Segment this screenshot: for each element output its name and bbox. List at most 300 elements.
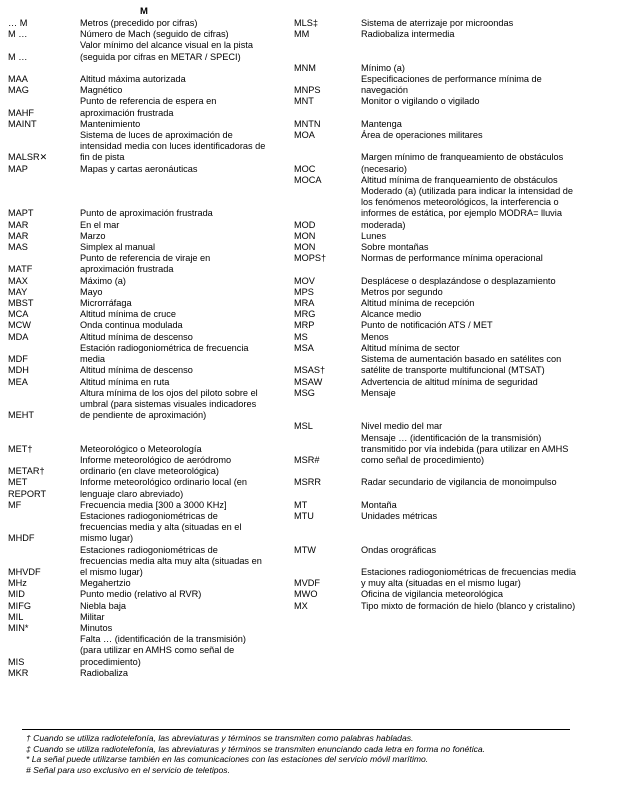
- definition-line: media: [80, 354, 106, 365]
- definition-line: Altitud mínima de descenso: [80, 365, 193, 376]
- abbreviation: MTU: [294, 510, 314, 521]
- abbreviation: MAA: [8, 74, 28, 85]
- abbreviation: MNM: [294, 62, 316, 73]
- definition: [361, 332, 389, 343]
- abbreviation: MTW: [294, 544, 316, 555]
- footnotes: [26, 733, 616, 775]
- definition-line: Estaciones radiogoniométricas de: [80, 544, 218, 555]
- definition: [361, 18, 513, 29]
- definition-line: [361, 522, 364, 533]
- definition: [80, 578, 131, 589]
- definition: [80, 242, 155, 253]
- abbreviation: [8, 175, 80, 186]
- definition-line: mismo lugar): [80, 533, 134, 544]
- definition-line: [361, 141, 364, 152]
- definition-line: Valor mínimo del alcance visual en la pista: [80, 40, 253, 51]
- definition-line: Informe meteorológico ordinario local (en: [80, 477, 247, 488]
- definition-line: En el mar: [80, 219, 120, 230]
- abbreviation: MOV: [294, 275, 315, 286]
- abbreviation: MNPS: [294, 85, 321, 96]
- definition-line: Menos: [361, 331, 389, 342]
- abbreviation: MDH: [8, 365, 29, 376]
- abbreviation: [8, 197, 80, 208]
- abbreviation: [8, 433, 80, 444]
- definition: [80, 320, 183, 331]
- abbreviation: MIN*: [8, 622, 29, 633]
- abbreviation: MM: [294, 29, 310, 40]
- definition-line: [80, 186, 83, 197]
- abbreviation-row: [294, 500, 624, 511]
- abbreviation: MRP: [294, 320, 315, 331]
- definition: [80, 231, 106, 242]
- abbreviation: MAX: [8, 275, 28, 286]
- definition: [361, 545, 436, 556]
- definition-line: Margen mínimo de franqueamiento de obstáculos: [361, 152, 564, 163]
- abbreviation: METAR†: [8, 466, 45, 477]
- definition-line: Radar secundario de vigilancia de monoimpulso: [361, 477, 557, 488]
- definition-line: procedimiento): [80, 656, 141, 667]
- definition: [361, 377, 538, 388]
- abbreviation-row: [8, 220, 293, 231]
- abbreviation: MAR: [8, 230, 29, 241]
- definition: [80, 18, 197, 29]
- abbreviation-row: [294, 231, 624, 242]
- definition-line: Estaciones radiogoniométricas de frecuencias media: [361, 566, 577, 577]
- definition-line: Altitud mínima de recepción: [361, 298, 475, 309]
- definition-line: Altitud mínima de sector: [361, 342, 460, 353]
- abbreviation: MOA: [294, 130, 315, 141]
- definition: [361, 231, 386, 242]
- abbreviation-row: [294, 264, 624, 275]
- abbreviation-row: [8, 511, 293, 545]
- abbreviation-row: [8, 589, 293, 600]
- abbreviation-row: [8, 500, 293, 511]
- definition: [80, 489, 183, 500]
- abbreviation: MON: [294, 230, 316, 241]
- definition: [361, 309, 421, 320]
- abbreviation-row: [8, 668, 293, 679]
- abbreviation: [8, 421, 80, 432]
- definition: [361, 522, 364, 533]
- abbreviation-row: [8, 309, 293, 320]
- abbreviation-row: [8, 96, 293, 118]
- abbreviation-row: [8, 578, 293, 589]
- abbreviation-row: [8, 119, 293, 130]
- definition: [361, 186, 573, 231]
- definition-line: Megahertzio: [80, 578, 131, 589]
- abbreviation-row: [294, 522, 624, 533]
- abbreviation: MBST: [8, 298, 34, 309]
- definition-line: Falta … (identificación de la transmisión): [80, 634, 246, 645]
- definition-line: [361, 489, 364, 500]
- definition: [361, 175, 558, 186]
- definition-line: ordinario (en clave meteorológica): [80, 466, 219, 477]
- abbreviation-row: [8, 388, 293, 422]
- abbreviation-row: [8, 186, 293, 197]
- abbreviation-row: [294, 533, 624, 544]
- definition: [80, 668, 128, 679]
- abbreviation: MSG: [294, 387, 315, 398]
- definition-line: Metros (precedido por cifras): [80, 18, 198, 28]
- abbreviation-row: [8, 63, 293, 74]
- definition-line: aproximación frustrada: [80, 107, 174, 118]
- definition: [80, 477, 247, 488]
- definition-line: Magnético: [80, 85, 123, 96]
- abbreviation: MSAW: [294, 376, 323, 387]
- definition: [361, 264, 364, 275]
- definition: [361, 533, 364, 544]
- abbreviation: MX: [294, 600, 308, 611]
- abbreviation: REPORT: [8, 488, 47, 499]
- definition: [361, 601, 575, 612]
- abbreviation-row: [294, 320, 624, 331]
- definition-line: los fenómenos meteorológicos, la interferencia o: [361, 197, 559, 208]
- definition-line: Punto de aproximación frustrada: [80, 208, 213, 219]
- abbreviation: MAR: [8, 219, 29, 230]
- definition-line: Sobre montañas: [361, 242, 429, 253]
- abbreviation: MDA: [8, 331, 29, 342]
- definition: [80, 220, 119, 231]
- definition: [361, 567, 576, 589]
- definition-line: Punto medio (relativo al RVR): [80, 589, 202, 600]
- abbreviation-row: [294, 433, 624, 467]
- definition-line: Monitor o vigilando o vigilado: [361, 96, 480, 107]
- definition-line: [361, 108, 364, 119]
- definition-line: Ondas orográficas: [361, 544, 437, 555]
- abbreviation: MET: [8, 477, 28, 488]
- definition-line: Mensaje: [361, 387, 396, 398]
- footnote-asterisk: * La señal puede utilizarse también en las comunicaciones con las estaciones del servicio móvil marítimo.: [26, 754, 429, 765]
- abbreviation: MSA: [294, 342, 314, 353]
- definition: [361, 489, 364, 500]
- definition: [361, 141, 364, 152]
- definition-line: Nivel medio del mar: [361, 421, 443, 432]
- definition-line: Mínimo (a): [361, 62, 405, 73]
- definition-line: Metros por segundo: [361, 286, 443, 297]
- definition: [361, 119, 402, 130]
- definition: [361, 287, 443, 298]
- definition-line: [361, 264, 364, 275]
- abbreviation-row: [294, 108, 624, 119]
- definition: [361, 253, 543, 264]
- abbreviation-row: [294, 242, 624, 253]
- definition-line: Meteorológico o Meteorología: [80, 443, 202, 454]
- definition-line: satélite de transporte multifuncional (MTSAT): [361, 365, 545, 376]
- abbreviation: [294, 108, 361, 119]
- abbreviation-row: [294, 276, 624, 287]
- abbreviation: [294, 264, 361, 275]
- definition-line: Alcance medio: [361, 309, 422, 320]
- footnote-dagger: † Cuando se utiliza radiotelefonía, las abreviaturas y términos se transmiten como palabras habladas.: [26, 733, 414, 743]
- definition: [80, 197, 83, 208]
- definition-line: [80, 175, 83, 186]
- definition: [80, 130, 265, 164]
- definition-line: Mantenga: [361, 118, 402, 129]
- abbreviation-row: [294, 40, 624, 51]
- definition-line: Mensaje … (identificación de la transmisión): [361, 432, 542, 443]
- definition: [80, 365, 193, 376]
- abbreviation: MIL: [8, 611, 24, 622]
- definition: [361, 477, 557, 488]
- abbreviation: MVDF: [294, 578, 321, 589]
- abbreviation-row: [294, 253, 624, 264]
- definition-line: [361, 556, 364, 567]
- definition: [361, 410, 442, 432]
- definition-line: [361, 533, 364, 544]
- abbreviation: MLS‡: [294, 18, 319, 28]
- section-heading: M: [140, 6, 148, 17]
- definition-line: Minutos: [80, 622, 113, 633]
- definition: [80, 388, 258, 422]
- definition: [80, 343, 249, 365]
- definition-line: (seguida por cifras en METAR / SPECI): [80, 51, 241, 62]
- definition: [361, 130, 483, 141]
- abbreviation: MCW: [8, 320, 31, 331]
- definition: [80, 74, 186, 85]
- abbreviation: MCA: [8, 309, 29, 320]
- abbreviation: MNT: [294, 96, 314, 107]
- abbreviation-row: [294, 567, 624, 589]
- definition: [80, 511, 241, 545]
- abbreviation: MRG: [294, 309, 316, 320]
- definition-line: fin de pista: [80, 152, 125, 163]
- definition-line: Desplácese o desplazándose o desplazamiento: [361, 275, 556, 286]
- abbreviation: MNTN: [294, 118, 321, 129]
- abbreviation: MON: [294, 242, 316, 253]
- abbreviation-row: [8, 433, 293, 444]
- definition: [361, 29, 454, 40]
- definition-line: [80, 433, 83, 444]
- definition-line: [361, 466, 364, 477]
- definition-line: Número de Mach (seguido de cifras): [80, 29, 229, 40]
- abbreviation: … M: [8, 18, 28, 28]
- definition-line: informes de estática, por ejemplo MODRA= lluvia: [361, 208, 562, 219]
- abbreviation-row: [8, 287, 293, 298]
- abbreviation-row: [8, 253, 293, 275]
- abbreviation-row: [8, 477, 293, 488]
- abbreviation-row: [294, 556, 624, 567]
- definition-line: Área de operaciones militares: [361, 130, 483, 141]
- abbreviation: [294, 40, 361, 51]
- abbreviation-row: [8, 29, 293, 40]
- definition-line: Altura mínima de los ojos del piloto sobre el: [80, 387, 258, 398]
- abbreviation-row: [294, 511, 624, 522]
- abbreviation-row: [294, 186, 624, 231]
- definition-line: [80, 197, 83, 208]
- definition: [80, 164, 197, 175]
- definition: [80, 63, 83, 74]
- abbreviation-row: [294, 388, 624, 399]
- abbreviation: MSR#: [294, 454, 320, 465]
- definition: [80, 253, 210, 275]
- abbreviation: MF: [8, 499, 22, 510]
- abbreviation: MAHF: [8, 107, 35, 118]
- definition-line: Especificaciones de performance mínima de: [361, 74, 542, 85]
- abbreviation-row: [294, 343, 624, 354]
- definition-line: como señal de procedimiento): [361, 454, 485, 465]
- definition: [361, 108, 364, 119]
- abbreviation: MKR: [8, 667, 29, 678]
- definition-line: de pendiente de aproximación): [80, 410, 207, 421]
- definition: [361, 152, 563, 174]
- abbreviation-row: [8, 377, 293, 388]
- definition: [361, 388, 396, 399]
- definition-line: [361, 40, 364, 51]
- abbreviation: MHz: [8, 578, 27, 589]
- definition-line: Advertencia de altitud mínima de seguridad: [361, 376, 538, 387]
- definition: [361, 500, 397, 511]
- abbreviation-row: [294, 399, 624, 410]
- definition-line: Altitud mínima en ruta: [80, 376, 170, 387]
- abbreviation-row: [8, 276, 293, 287]
- abbreviation-row: [294, 410, 624, 432]
- definition: [80, 119, 140, 130]
- abbreviation-row: [294, 601, 624, 612]
- definition-line: Punto de referencia de viraje en: [80, 253, 211, 264]
- definition-line: transmitido por vía indebida (para utilizar en AMHS: [361, 443, 569, 454]
- definition: [80, 545, 262, 579]
- definition-line: Radiobaliza intermedia: [361, 29, 455, 40]
- abbreviation-row: [294, 309, 624, 320]
- abbreviation: M …: [8, 29, 28, 40]
- definition-line: Máximo (a): [80, 275, 126, 286]
- abbreviation-row: [8, 601, 293, 612]
- abbreviation-row: [8, 242, 293, 253]
- definition: [80, 85, 122, 96]
- definition: [361, 298, 474, 309]
- definition-line: Tipo mixto de formación de hielo (blanco y cristalino): [361, 600, 576, 611]
- left-column: [8, 18, 293, 679]
- definition-line: [361, 410, 442, 421]
- definition: [361, 433, 568, 467]
- definition: [361, 52, 405, 74]
- definition: [80, 29, 229, 40]
- definition-line: Militar: [80, 611, 105, 622]
- abbreviation-row: [294, 589, 624, 600]
- definition-line: Unidades métricas: [361, 510, 438, 521]
- abbreviation: [294, 533, 361, 544]
- abbreviation: MSRR: [294, 477, 322, 488]
- abbreviation: [294, 489, 361, 500]
- definition-line: lenguaje claro abreviado): [80, 488, 184, 499]
- definition-line: navegación: [361, 85, 408, 96]
- abbreviation-row: [8, 197, 293, 208]
- definition-line: el mismo lugar): [80, 566, 143, 577]
- definition: [80, 589, 201, 600]
- definition-line: [361, 52, 405, 63]
- abbreviation: MOCA: [294, 174, 322, 185]
- abbreviation-row: [8, 455, 293, 477]
- abbreviation-row: [8, 175, 293, 186]
- abbreviation: [294, 556, 361, 567]
- abbreviation-row: [294, 74, 624, 96]
- definition: [361, 276, 556, 287]
- definition-line: Sistema de aterrizaje por microondas: [361, 18, 514, 28]
- abbreviation: MEA: [8, 376, 28, 387]
- definition: [361, 354, 561, 376]
- definition-line: [361, 399, 364, 410]
- abbreviation: [8, 63, 80, 74]
- abbreviation: [8, 186, 80, 197]
- abbreviation-row: [8, 298, 293, 309]
- abbreviation-row: [294, 287, 624, 298]
- abbreviation-row: [8, 332, 293, 343]
- definition-line: intensidad media con luces identificadoras de: [80, 141, 266, 152]
- abbreviation-row: [8, 545, 293, 579]
- abbreviation: MHDF: [8, 533, 35, 544]
- definition: [80, 377, 169, 388]
- definition-line: Altitud mínima de descenso: [80, 331, 193, 342]
- abbreviation: MAS: [8, 242, 28, 253]
- abbreviation-row: [8, 623, 293, 634]
- abbreviation: MPS: [294, 286, 314, 297]
- definition-line: Niebla baja: [80, 600, 126, 611]
- definition-line: Estación radiogoniométrica de frecuencia: [80, 342, 249, 353]
- abbreviation-row: [8, 85, 293, 96]
- definition: [80, 601, 126, 612]
- abbreviation-row: [8, 40, 293, 62]
- definition-line: Sistema de luces de aproximación de: [80, 130, 233, 141]
- definition: [80, 444, 202, 455]
- abbreviation-row: [8, 612, 293, 623]
- abbreviation-row: [294, 18, 624, 29]
- abbreviation: MET†: [8, 443, 33, 454]
- definition-line: Onda continua modulada: [80, 320, 183, 331]
- definition: [80, 634, 246, 668]
- abbreviation: MOPS†: [294, 253, 327, 264]
- definition-line: Punto de referencia de espera en: [80, 96, 217, 107]
- abbreviation: MATF: [8, 264, 33, 275]
- footnote-double-dagger: ‡ Cuando se utiliza radiotelefonía, las abreviaturas y términos se transmiten enunciando cada letra en forma no fonética.: [26, 743, 486, 754]
- abbreviation-row: [8, 130, 293, 164]
- abbreviation: MS: [294, 331, 308, 342]
- abbreviation: M …: [8, 51, 28, 62]
- definition: [80, 612, 105, 623]
- abbreviation-row: [294, 332, 624, 343]
- definition-line: Simplex al manual: [80, 242, 156, 253]
- abbreviation-row: [294, 130, 624, 141]
- definition: [80, 276, 126, 287]
- abbreviation: MIFG: [8, 600, 31, 611]
- definition: [80, 208, 213, 219]
- definition-line: frecuencias media alta muy alta (situadas en: [80, 555, 262, 566]
- definition-line: (necesario): [361, 163, 407, 174]
- abbreviation: MAY: [8, 286, 28, 297]
- abbreviation-row: [294, 29, 624, 40]
- definition: [361, 343, 460, 354]
- abbreviation: MRA: [294, 298, 315, 309]
- definition: [80, 433, 83, 444]
- definition: [361, 511, 437, 522]
- definition-line: [80, 63, 83, 74]
- definition: [80, 298, 132, 309]
- definition-line: [80, 421, 83, 432]
- abbreviation: MAINT: [8, 118, 37, 129]
- abbreviation: MAP: [8, 163, 28, 174]
- definition: [361, 556, 364, 567]
- abbreviation: MT: [294, 499, 308, 510]
- abbreviation-row: [294, 298, 624, 309]
- abbreviation: MWO: [294, 589, 318, 600]
- definition-line: y muy alta (situadas en el mismo lugar): [361, 578, 521, 589]
- footnote-divider: [22, 729, 570, 730]
- abbreviation-row: [294, 119, 624, 130]
- definition-line: umbral (para sistemas visuales indicadores: [80, 398, 257, 409]
- definition-line: Marzo: [80, 230, 106, 241]
- abbreviation-row: [8, 365, 293, 376]
- abbreviation-row: [8, 208, 293, 219]
- definition-line: (para utilizar en AMHS como señal de: [80, 645, 235, 656]
